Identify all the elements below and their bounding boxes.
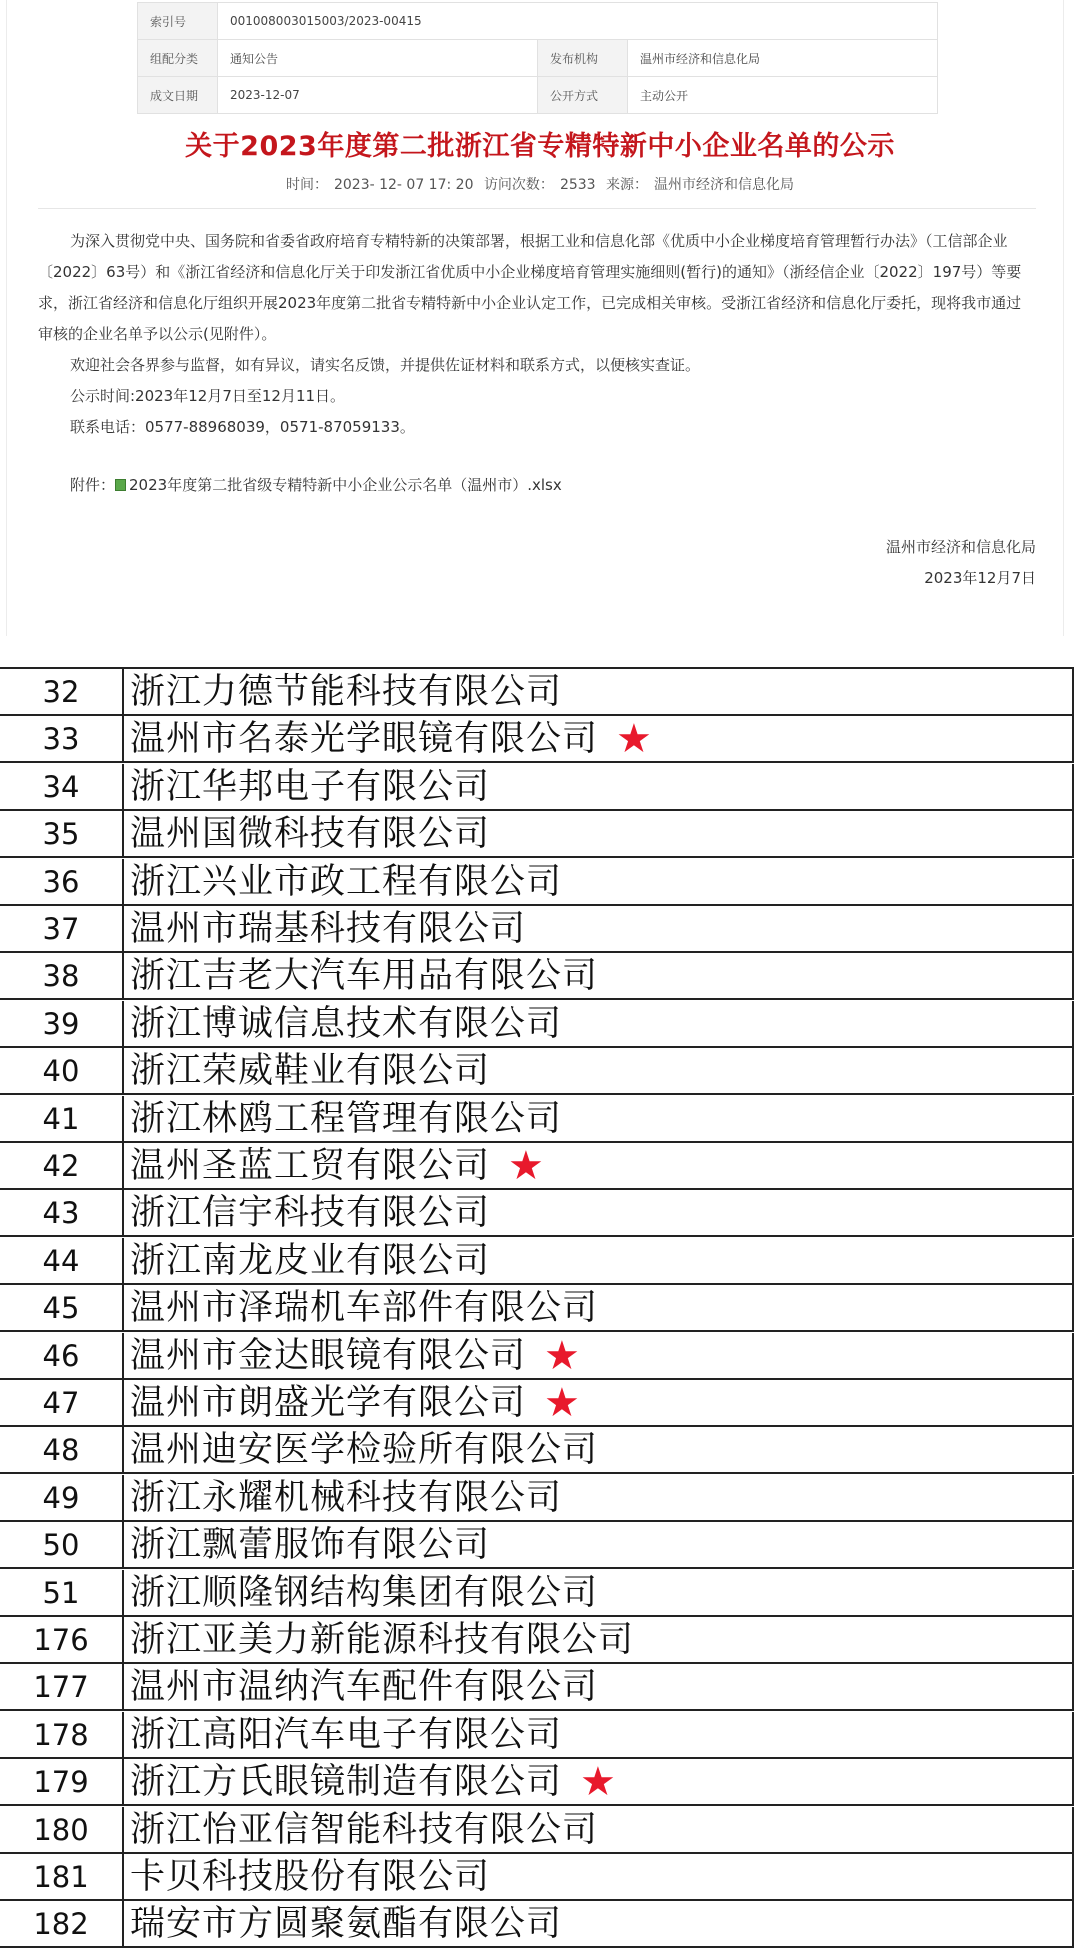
company-name: 温州市瑞基科技有限公司 (130, 909, 527, 949)
company-name: 浙江飘蕾服饰有限公司 (130, 1525, 491, 1566)
table-border (1072, 1901, 1074, 1946)
company-name: 浙江力德节能科技有限公司 (130, 672, 563, 712)
table-border (1072, 1143, 1074, 1188)
attachment-label: 附件： (70, 476, 116, 494)
company-name-cell (130, 764, 490, 809)
visits-value: 2533 (559, 177, 596, 193)
table-border (1072, 764, 1074, 809)
column-divider (122, 669, 124, 714)
table-row (0, 1333, 1074, 1380)
column-divider (122, 1712, 124, 1757)
row-number: 43 (42, 1196, 80, 1231)
panel-border (1063, 0, 1064, 636)
publisher-label: 发布机构 (538, 40, 628, 77)
table-row (0, 1522, 1074, 1569)
column-divider (122, 1901, 124, 1946)
company-name: 浙江荣威鞋业有限公司 (130, 1051, 491, 1092)
spreadsheet-file-icon (115, 479, 126, 491)
column-divider (122, 1759, 124, 1804)
open-value: 主动公开 (628, 77, 938, 114)
body-paragraph: 联系电话：0577-88968039，0571-87059133。 (70, 418, 415, 436)
company-name: 浙江永耀机械科技有限公司 (130, 1477, 563, 1518)
column-divider (122, 1238, 124, 1283)
row-number: 51 (42, 1575, 80, 1610)
table-border (1072, 811, 1074, 856)
attachment (70, 473, 562, 497)
divider (38, 208, 1036, 209)
row-number: 50 (42, 1528, 80, 1563)
row-number: 36 (42, 864, 80, 899)
row-number: 35 (42, 817, 80, 852)
date-value: 2023-12-07 (218, 77, 538, 114)
company-name: 浙江信宇科技有限公司 (130, 1193, 491, 1234)
company-name-cell (130, 669, 562, 714)
category-value: 通知公告 (218, 40, 538, 77)
company-name: 浙江高阳汽车电子有限公司 (130, 1714, 563, 1755)
row-number: 181 (33, 1860, 89, 1894)
article-panel (0, 0, 1080, 640)
row-number: 40 (42, 1054, 80, 1089)
date-label: 成文日期 (138, 77, 218, 114)
company-name-cell (130, 716, 653, 761)
company-name-cell (130, 1333, 581, 1378)
attachment-link[interactable]: 2023年度第二批省级专精特新中小企业公示名单（温州市）.xlsx (129, 476, 562, 494)
company-name-cell (130, 1190, 490, 1235)
body-paragraph: 为深入贯彻党中央、国务院和省委省政府培育专精特新的决策部署，根据工业和信息化部《优质中小企业梯度培育管理暂行办法》（工信部企业〔2022〕63号）和《浙江省经济和信息化厅关于印发浙江省优质中小企业梯度培育管理实施细则(暂行)的通知》（浙经信企业〔2022〕197号）等要求，浙江省经济和信息化厅组织开展2023年度第二批省专精特新中小企业认定工作，已完成相关审核。受浙江省经济和信息化厅委托，现将我市通过审核的企业名单予以公示(见附件）。 (38, 232, 1022, 343)
company-name: 瑞安市方圆聚氨酯有限公司 (130, 1904, 563, 1945)
row-number: 180 (33, 1812, 89, 1847)
table-border (1072, 1712, 1074, 1757)
column-divider (122, 1001, 124, 1046)
column-divider (122, 1143, 124, 1188)
index-label: 索引号 (138, 3, 218, 40)
column-divider (122, 1380, 124, 1425)
row-number: 45 (42, 1291, 80, 1326)
table-row (0, 1807, 1074, 1854)
company-name: 卡贝科技股份有限公司 (130, 1857, 491, 1897)
company-name-cell (130, 906, 526, 951)
column-divider (122, 906, 124, 951)
table-row (0, 1759, 1074, 1806)
table-border (1072, 1001, 1074, 1046)
company-name: 浙江林鸥工程管理有限公司 (130, 1098, 563, 1139)
open-label: 公开方式 (538, 77, 628, 114)
company-name: 温州圣蓝工贸有限公司 (130, 1146, 491, 1186)
company-name: 浙江博诚信息技术有限公司 (130, 1003, 563, 1044)
sign-org: 温州市经济和信息化局 (885, 538, 1036, 556)
time-label: 时间： (285, 177, 328, 193)
row-number: 37 (42, 912, 80, 946)
company-name-cell (130, 1570, 598, 1615)
table-row (0, 669, 1074, 716)
table-row (0, 1096, 1074, 1143)
company-name-cell (130, 1380, 581, 1425)
table-border (1072, 1285, 1074, 1330)
column-divider (122, 1190, 124, 1235)
table-border (1072, 1475, 1074, 1520)
table-row (0, 953, 1074, 1000)
table-row (0, 811, 1074, 858)
table-border (1072, 1048, 1074, 1093)
table-row (0, 1380, 1074, 1427)
row-number: 38 (42, 959, 80, 994)
row-number: 179 (33, 1765, 89, 1800)
table-border (1072, 1664, 1074, 1709)
star-icon: ★ (580, 1759, 617, 1806)
company-name-cell (130, 1759, 617, 1804)
column-divider (122, 859, 124, 904)
star-icon: ★ (616, 716, 653, 763)
column-divider (122, 1475, 124, 1520)
company-name: 温州迪安医学检验所有限公司 (130, 1430, 599, 1471)
row-number: 48 (42, 1433, 80, 1468)
company-name-cell (130, 1285, 598, 1330)
table-row (0, 1475, 1074, 1522)
table-border (1072, 1190, 1074, 1235)
table-border (1072, 1096, 1074, 1141)
table-row (0, 906, 1074, 953)
company-name-cell (130, 1427, 598, 1472)
row-number: 33 (42, 722, 80, 757)
table-border (1072, 716, 1074, 761)
table-row (0, 1664, 1074, 1711)
company-name-cell (130, 1475, 562, 1520)
company-name-cell (130, 1001, 562, 1046)
table-border (1072, 859, 1074, 904)
row-number: 42 (42, 1149, 80, 1183)
column-divider (122, 1333, 124, 1378)
table-border (1072, 1522, 1074, 1567)
row-number: 49 (42, 1480, 80, 1515)
company-name: 浙江方氏眼镜制造有限公司 (130, 1762, 563, 1803)
time-value: 2023- 12- 07 17: 20 (333, 177, 474, 193)
table-row (0, 1001, 1074, 1048)
company-name-cell (130, 953, 598, 998)
row-number: 178 (33, 1717, 89, 1752)
column-divider (122, 1664, 124, 1709)
column-divider (122, 1048, 124, 1093)
company-name-cell (130, 1617, 634, 1662)
table-row (0, 1048, 1074, 1095)
metadata-table (137, 2, 938, 114)
index-value: 001008003015003/2023-00415 (218, 3, 938, 40)
company-name: 温州市泽瑞机车部件有限公司 (130, 1288, 599, 1329)
company-name-cell (130, 1096, 562, 1141)
table-border (1072, 1427, 1074, 1472)
company-name: 浙江南龙皮业有限公司 (130, 1240, 491, 1281)
column-divider (122, 1427, 124, 1472)
row-number: 39 (42, 1006, 80, 1041)
company-name: 浙江兴业市政工程有限公司 (130, 861, 563, 902)
body-paragraph: 欢迎社会各界参与监督，如有异议，请实名反馈，并提供佐证材料和联系方式，以便核实查证。 (70, 356, 701, 374)
article-meta-line (0, 174, 1080, 194)
company-name-cell (130, 1048, 490, 1093)
table-border (1072, 1333, 1074, 1378)
star-icon: ★ (508, 1143, 545, 1189)
table-border (1072, 1238, 1074, 1283)
company-name: 温州市温纳汽车配件有限公司 (130, 1667, 599, 1708)
visits-label: 访问次数： (483, 177, 554, 193)
company-name: 温州市金达眼镜有限公司 (130, 1335, 527, 1376)
company-name-cell (130, 811, 490, 856)
body-paragraph: 公示时间:2023年12月7日至12月11日。 (70, 387, 346, 405)
row-number: 176 (33, 1623, 89, 1657)
table-row (0, 1712, 1074, 1759)
source-value: 温州市经济和信息化局 (654, 177, 795, 193)
table-border (1072, 906, 1074, 951)
table-border (1072, 669, 1074, 714)
company-name: 浙江怡亚信智能科技有限公司 (130, 1809, 599, 1850)
column-divider (122, 716, 124, 761)
column-divider (122, 1096, 124, 1141)
table-row (0, 1285, 1074, 1332)
signature-block (886, 532, 1036, 594)
column-divider (122, 1522, 124, 1567)
row-number: 44 (42, 1243, 80, 1278)
company-name: 温州市名泰光学眼镜有限公司 (130, 719, 599, 760)
row-number: 177 (33, 1670, 89, 1705)
source-label: 来源： (606, 177, 649, 193)
company-name-cell (130, 1901, 562, 1946)
table-border (1072, 953, 1074, 998)
company-list-sheet (0, 667, 1080, 1949)
company-name: 浙江吉老大汽车用品有限公司 (130, 956, 599, 997)
row-number: 47 (42, 1386, 80, 1420)
table-row (0, 1570, 1074, 1617)
company-name: 浙江亚美力新能源科技有限公司 (130, 1620, 635, 1660)
row-number: 41 (42, 1101, 80, 1136)
sign-date: 2023年12月7日 (924, 569, 1036, 587)
table-border (1072, 1570, 1074, 1615)
column-divider (122, 1617, 124, 1662)
row-number: 182 (33, 1907, 89, 1942)
table-row (0, 1854, 1074, 1901)
company-name-cell (130, 1854, 490, 1899)
table-border (1072, 1617, 1074, 1662)
column-divider (122, 764, 124, 809)
page-title: 关于2023年度第二批浙江省专精特新中小企业名单的公示 (185, 131, 895, 162)
company-name-cell (130, 859, 562, 904)
company-name-cell (130, 1522, 490, 1567)
table-border (1072, 1380, 1074, 1425)
company-name-cell (130, 1664, 598, 1709)
column-divider (122, 1854, 124, 1899)
table-row (0, 1427, 1074, 1474)
category-label: 组配分类 (138, 40, 218, 77)
column-divider (122, 811, 124, 856)
table-border (1072, 1759, 1074, 1804)
panel-border (6, 0, 7, 636)
column-divider (122, 1807, 124, 1852)
table-border (1072, 1807, 1074, 1852)
column-divider (122, 1570, 124, 1615)
company-name: 浙江顺隆钢结构集团有限公司 (130, 1572, 599, 1613)
company-name-cell (130, 1238, 490, 1283)
table-row (0, 1143, 1074, 1190)
company-name: 浙江华邦电子有限公司 (130, 766, 491, 807)
table-row (0, 716, 1074, 763)
row-number: 34 (42, 769, 80, 804)
table-row (0, 1238, 1074, 1285)
column-divider (122, 953, 124, 998)
row-number: 46 (42, 1338, 80, 1373)
table-row (0, 764, 1074, 811)
company-name-cell (130, 1143, 545, 1188)
company-name: 温州市朗盛光学有限公司 (130, 1383, 527, 1423)
table-row (0, 1190, 1074, 1237)
star-icon: ★ (544, 1332, 581, 1379)
column-divider (122, 1285, 124, 1330)
company-name: 温州国微科技有限公司 (130, 814, 491, 855)
publisher-value: 温州市经济和信息化局 (628, 40, 938, 77)
table-row (0, 859, 1074, 906)
row-number: 32 (42, 675, 80, 709)
company-name-cell (130, 1712, 562, 1757)
star-icon: ★ (544, 1380, 581, 1426)
table-row (0, 1901, 1074, 1948)
table-border (1072, 1854, 1074, 1899)
table-row (0, 1617, 1074, 1664)
company-name-cell (130, 1807, 598, 1852)
